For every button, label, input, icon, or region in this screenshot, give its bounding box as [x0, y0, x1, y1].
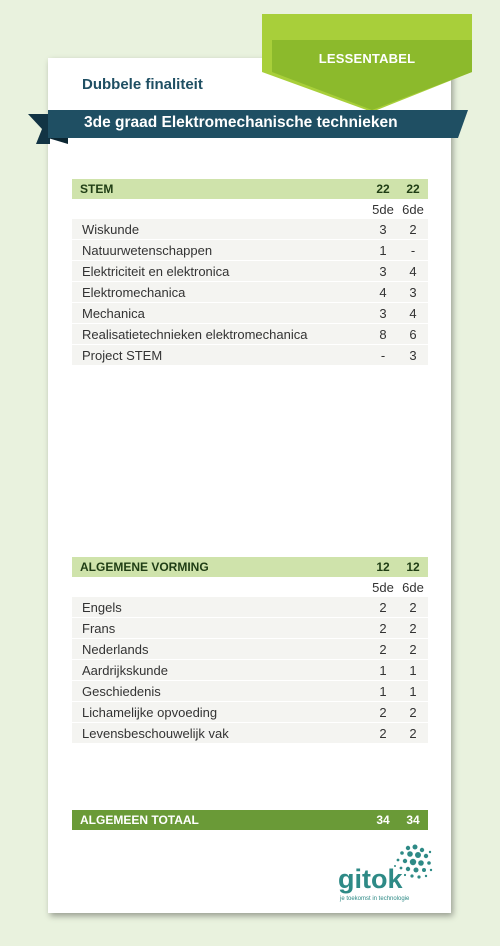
year-5-label: 5de — [372, 201, 394, 217]
stem-section — [72, 179, 428, 366]
logo-tagline: je toekomst in technologie — [340, 896, 410, 902]
totaal-6: 34 — [406, 813, 420, 827]
algemeen-totaal-label: ALGEMEEN TOTAAL — [80, 813, 199, 827]
table-row — [72, 702, 428, 722]
subject-label: Mechanica — [82, 305, 145, 321]
subject-label: Lichamelijke opvoeding — [82, 704, 218, 720]
hours-6: 2 — [409, 725, 417, 741]
subject-label: Natuurwetenschappen — [82, 242, 213, 258]
hours-6: 3 — [409, 284, 417, 300]
hours-6: 1 — [409, 683, 417, 699]
page-title: 3de graad Elektromechanische technieken — [84, 114, 398, 131]
table-row — [72, 345, 428, 365]
algemeen-totaal-row — [72, 810, 428, 830]
table-row — [72, 324, 428, 344]
hours-5: 4 — [379, 284, 387, 300]
subject-label: Nederlands — [82, 641, 149, 657]
table-row — [72, 261, 428, 281]
gitok-logo — [338, 842, 438, 904]
table-row — [72, 723, 428, 743]
year-5-label: 5de — [372, 579, 394, 595]
hours-5: 1 — [379, 662, 387, 678]
subject-label: Aardrijkskunde — [82, 662, 168, 678]
table-row — [72, 219, 428, 239]
subject-label: Levensbeschouwelijk vak — [82, 725, 229, 741]
hours-5: 3 — [379, 305, 387, 321]
hours-6: 2 — [409, 704, 417, 720]
subject-label: Frans — [82, 620, 116, 636]
hours-5: - — [380, 347, 386, 363]
hours-6: 1 — [409, 662, 417, 678]
hours-6: 3 — [409, 347, 417, 363]
hours-6: 2 — [409, 599, 417, 615]
subject-label: Project STEM — [82, 347, 163, 363]
subject-label: Realisatietechnieken elektromechanica — [82, 326, 308, 342]
subject-label: Engels — [82, 599, 122, 615]
subject-label: Geschiedenis — [82, 683, 161, 699]
hours-5: 2 — [379, 620, 387, 636]
stem-year-labels — [72, 199, 428, 219]
table-row — [72, 597, 428, 617]
hours-6: 6 — [409, 326, 417, 342]
algemene-vorming-header — [72, 557, 428, 577]
logo-wordmark: gitok — [338, 864, 403, 894]
algemeen-total-5: 12 — [376, 560, 390, 574]
hours-5: 8 — [379, 326, 387, 342]
page-subtitle: Dubbele finaliteit — [82, 76, 203, 93]
hours-6: 4 — [409, 263, 417, 279]
year-6-label: 6de — [402, 201, 424, 217]
hours-6: - — [410, 242, 416, 258]
hours-6: 4 — [409, 305, 417, 321]
hours-5: 2 — [379, 704, 387, 720]
hours-6: 2 — [409, 641, 417, 657]
hours-6: 2 — [409, 221, 417, 237]
table-row — [72, 303, 428, 323]
table-row — [72, 639, 428, 659]
algemeen-year-labels — [72, 577, 428, 597]
hours-5: 3 — [379, 221, 387, 237]
hours-5: 1 — [379, 242, 387, 258]
hours-5: 1 — [379, 683, 387, 699]
tab-label: LESSENTABEL — [318, 51, 416, 66]
subject-label: Elektriciteit en elektronica — [82, 263, 230, 279]
table-row — [72, 660, 428, 680]
subject-label: Elektromechanica — [82, 284, 186, 300]
table-row — [72, 681, 428, 701]
year-6-label: 6de — [402, 579, 424, 595]
hours-5: 3 — [379, 263, 387, 279]
hours-6: 2 — [409, 620, 417, 636]
hours-5: 2 — [379, 641, 387, 657]
subject-label: Wiskunde — [82, 221, 140, 237]
algemene-vorming-section — [72, 557, 428, 744]
algemeen-total-6: 12 — [406, 560, 420, 574]
title-banner — [28, 104, 468, 144]
lessentabel-tab — [262, 14, 472, 112]
algemene-vorming-title: ALGEMENE VORMING — [80, 560, 209, 574]
table-row — [72, 282, 428, 302]
stem-total-6: 22 — [406, 182, 420, 196]
stem-title: STEM — [80, 182, 114, 196]
stem-total-5: 22 — [376, 182, 390, 196]
hours-5: 2 — [379, 725, 387, 741]
table-row — [72, 240, 428, 260]
hours-5: 2 — [379, 599, 387, 615]
stem-header — [72, 179, 428, 199]
table-row — [72, 618, 428, 638]
totaal-5: 34 — [376, 813, 390, 827]
